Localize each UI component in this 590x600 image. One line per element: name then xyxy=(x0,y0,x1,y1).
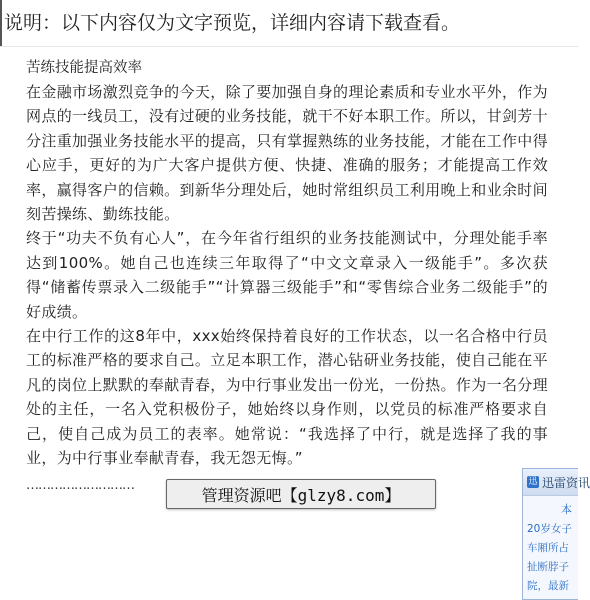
popup-body xyxy=(523,496,578,594)
popup-title: 迅雷资讯 xyxy=(542,475,590,490)
preview-notice: 说明：以下内容仅为文字预览，详细内容请下载查看。 xyxy=(0,0,578,46)
thunder-logo-icon: 迅 xyxy=(528,477,538,487)
popup-news-line[interactable]: 院，最新 xyxy=(527,580,569,592)
document-body xyxy=(26,56,548,495)
popup-news-line[interactable]: 20岁女子 xyxy=(527,523,572,535)
paragraph-1: 在金融市场激烈竞争的今天，除了要加强自身的理论素质和专业水平外，作为网点的一线员工，没有过硬的业务技能，就干不好本职工作。所以，甘剑芳十分注重加强业务技能水平的提高，只有掌握熟练的业务技能，才能在工作中得心应手，更好的为广大客户提供方便、快捷、准确的服务；才能提高工作效率，赢得客户的信赖。到新华分理处后，她时常组织员工利用晚上和业余时间刻苦操练、勤练技能。 xyxy=(26,83,548,224)
popup-news-line[interactable]: 扯断脖子 xyxy=(527,561,569,573)
news-popup[interactable] xyxy=(522,468,590,600)
popup-header[interactable] xyxy=(523,469,590,496)
paragraph-2: 终于“功夫不负有心人”，在今年省行组织的业务技能测试中，分理处能手率达到100%。她自己也连续三年取得了“中文文章录入一级能手”。多次获得“储蓄传票录入二级能手”“计算器三级能手”和“零售综合业务二级能手”的好成绩。 xyxy=(26,229,548,321)
paragraph-3: 在中行工作的这8年中，xxx始终保持着良好的工作状态，以一名合格中行员工的标准严格的要求自己。立足本职工作，潜心钻研业务技能，使自己能在平凡的岗位上默默的奉献青春，为中行事业发出一份光，一份热。作为一名分理处的主任，一名入党积极份子，她始终以身作则，以党员的标准严格要求自己，使自己成为员工的表率。她常说：“我选择了中行，就是选择了我的事业，为中行事业奉献青春，我无怨无悔。” xyxy=(26,327,548,468)
popup-news-line[interactable]: 车厢所占 xyxy=(527,542,569,554)
document-title: 苦练技能提高效率 xyxy=(26,60,142,76)
watermark-banner[interactable] xyxy=(166,479,436,509)
notice-divider xyxy=(0,46,578,47)
watermark-text: 管理资源吧【glzy8.com】 xyxy=(201,485,401,505)
truncation-dots: ……………………… xyxy=(26,477,134,493)
popup-headline[interactable]: 本 xyxy=(561,503,572,516)
